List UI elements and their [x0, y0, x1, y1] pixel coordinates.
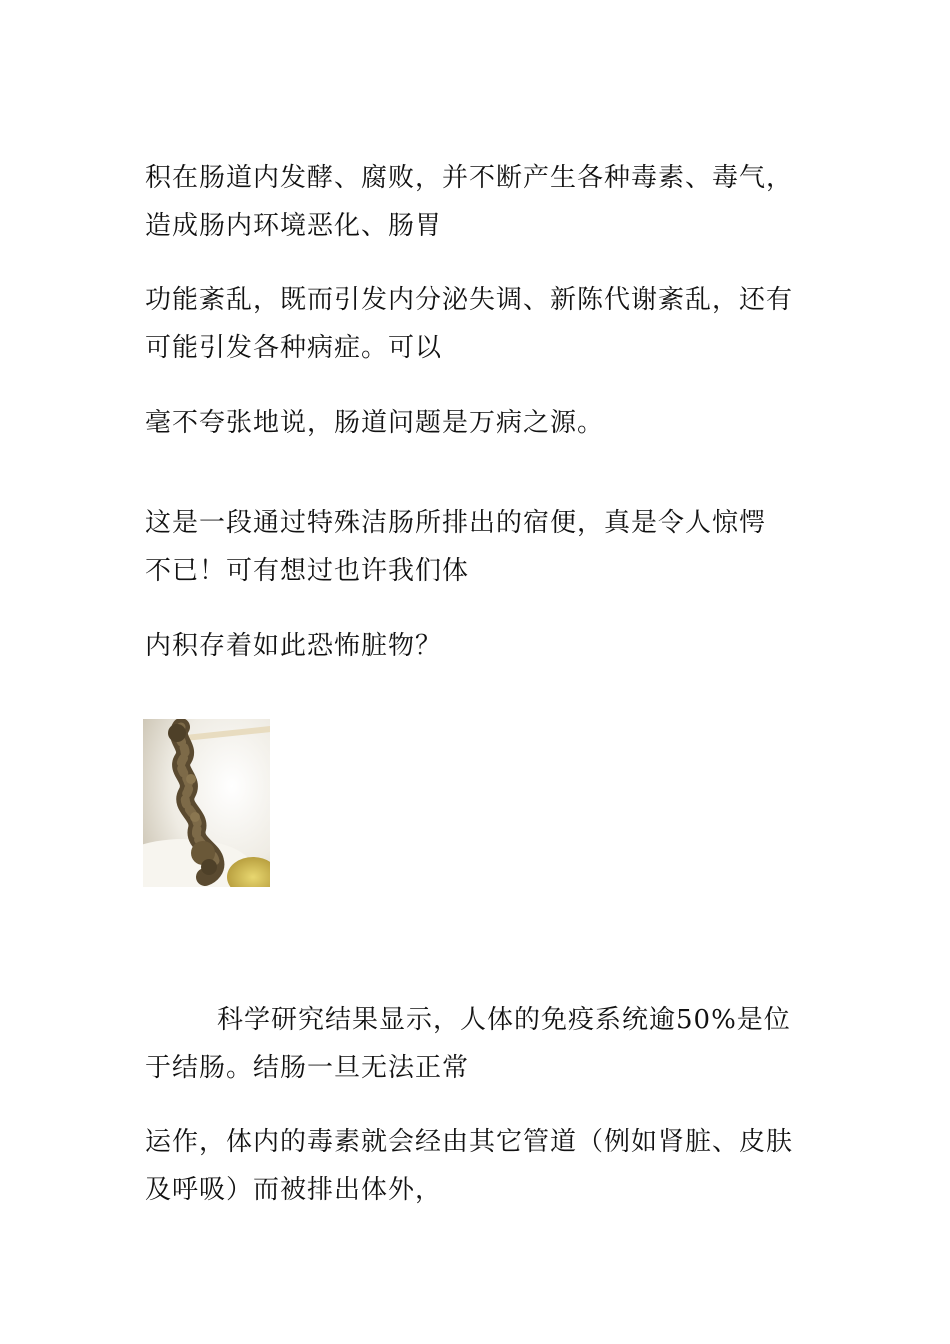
paragraph-immune-system-colon	[145, 996, 815, 1092]
text-line: 造成肠内环境恶化、肠胃	[145, 211, 443, 241]
paragraph-horror-question	[145, 622, 815, 670]
text-line: 功能紊乱，既而引发内分泌失调、新陈代谢紊乱，还有	[145, 285, 794, 315]
text-line: 运作，体内的毒素就会经由其它管道（例如肾脏、皮肤	[145, 1127, 794, 1157]
text-line: 及呼吸）而被排出体外，	[145, 1175, 443, 1205]
text-line: 不已！可有想过也许我们体	[145, 556, 470, 586]
paragraph-colon-cleanse-intro	[145, 499, 815, 595]
paragraph-intestinal-fermentation	[145, 154, 815, 250]
text-line: 内积存着如此恐怖脏物？	[145, 631, 443, 661]
text-line: 积在肠道内发酵、腐败，并不断产生各种毒素、毒气，	[145, 163, 794, 193]
stool-photo	[143, 719, 270, 887]
text-line: 这是一段通过特殊洁肠所排出的宿便，真是令人惊愕	[145, 508, 767, 538]
paragraph-toxin-elimination	[145, 1118, 815, 1214]
text-line: 于结肠。结肠一旦无法正常	[145, 1053, 470, 1083]
stool-photo-graphic	[143, 719, 270, 887]
paragraph-root-of-illness	[145, 399, 815, 447]
text-line: 毫不夸张地说，肠道问题是万病之源。	[145, 408, 605, 438]
text-line: 科学研究结果显示，人体的免疫系统逾50%是位	[217, 1005, 791, 1035]
text-line: 可能引发各种病症。可以	[145, 333, 443, 363]
paragraph-endocrine-disorder	[145, 276, 815, 372]
